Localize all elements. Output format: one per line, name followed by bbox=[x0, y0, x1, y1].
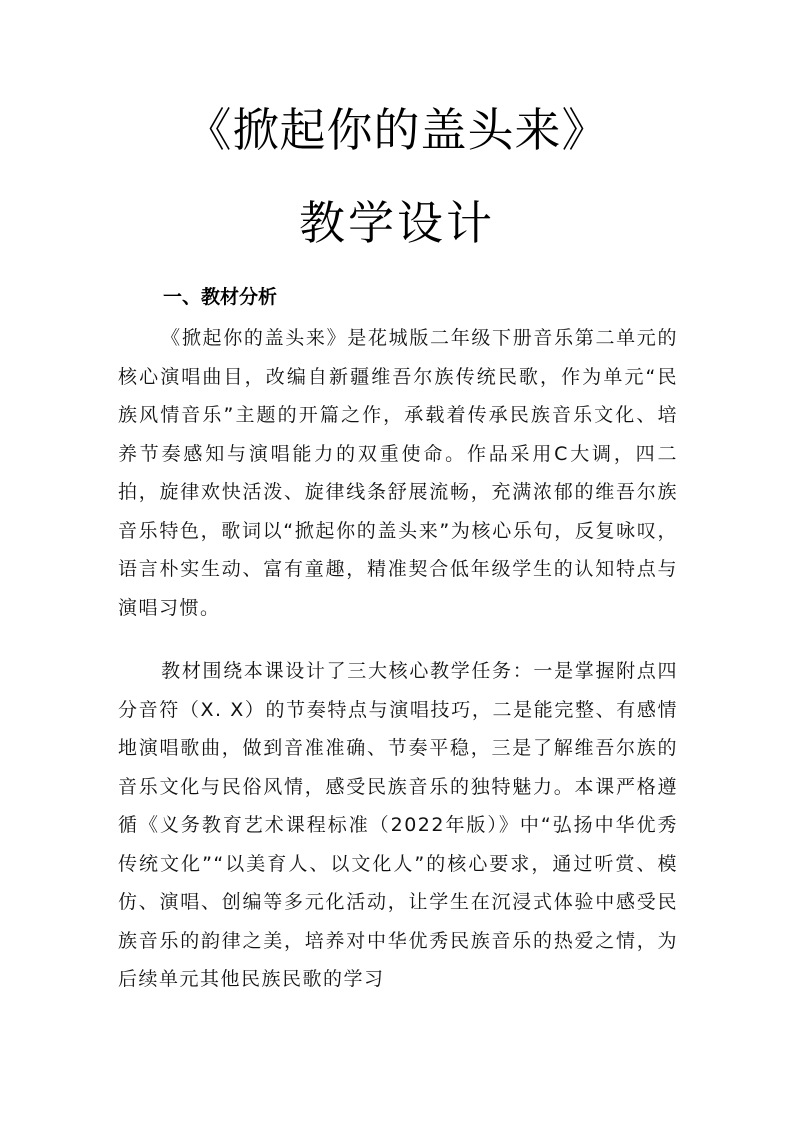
paragraph-text: 教材围绕本课设计了三大核心教学任务：一是掌握附点四分音符（X. X）的节奏特点与演唱技巧，二是能完整、有感情地演唱歌曲，做到音准准确、节奏平稳，三是了解维吾尔族的音乐文化与民俗风情，感受民族音乐的独特魅力。本课严格遵循《义务教育艺术课程标准（2022年版）》中“弘扬中华优秀传统文化”“以美育人、以文化人”的核心要求，通过听赏、模仿、演唱、创编等多元化活动，让学生在沉浸式体验中感受民族音乐的韵律之美，培养对中华优秀民族音乐的热爱之情，为后续单元其他民族民歌的学习 bbox=[118, 660, 678, 990]
paragraph-text: 《掀起你的盖头来》是花城版二年级下册音乐第二单元的核心演唱曲目，改编自新疆维吾尔族传统民歌，作为单元“民族风情音乐”主题的开篇之作，承载着传承民族音乐文化、培养节奏感知与演唱能力的双重使命。作品采用C大调，四二拍，旋律欢快活泼、旋律线条舒展流畅，充满浓郁的维吾尔族音乐特色，歌词以“掀起你的盖头来”为核心乐句，反复咏叹，语言朴实生动、富有童趣，精准契合低年级学生的认知特点与演唱习惯。 bbox=[118, 327, 678, 619]
section-heading: 一、教材分析 bbox=[163, 286, 278, 308]
body-paragraph bbox=[118, 652, 678, 1042]
body-paragraph bbox=[118, 319, 678, 629]
document-title: 《掀起你的盖头来》 bbox=[185, 103, 609, 157]
document-subtitle: 教学设计 bbox=[299, 196, 495, 250]
